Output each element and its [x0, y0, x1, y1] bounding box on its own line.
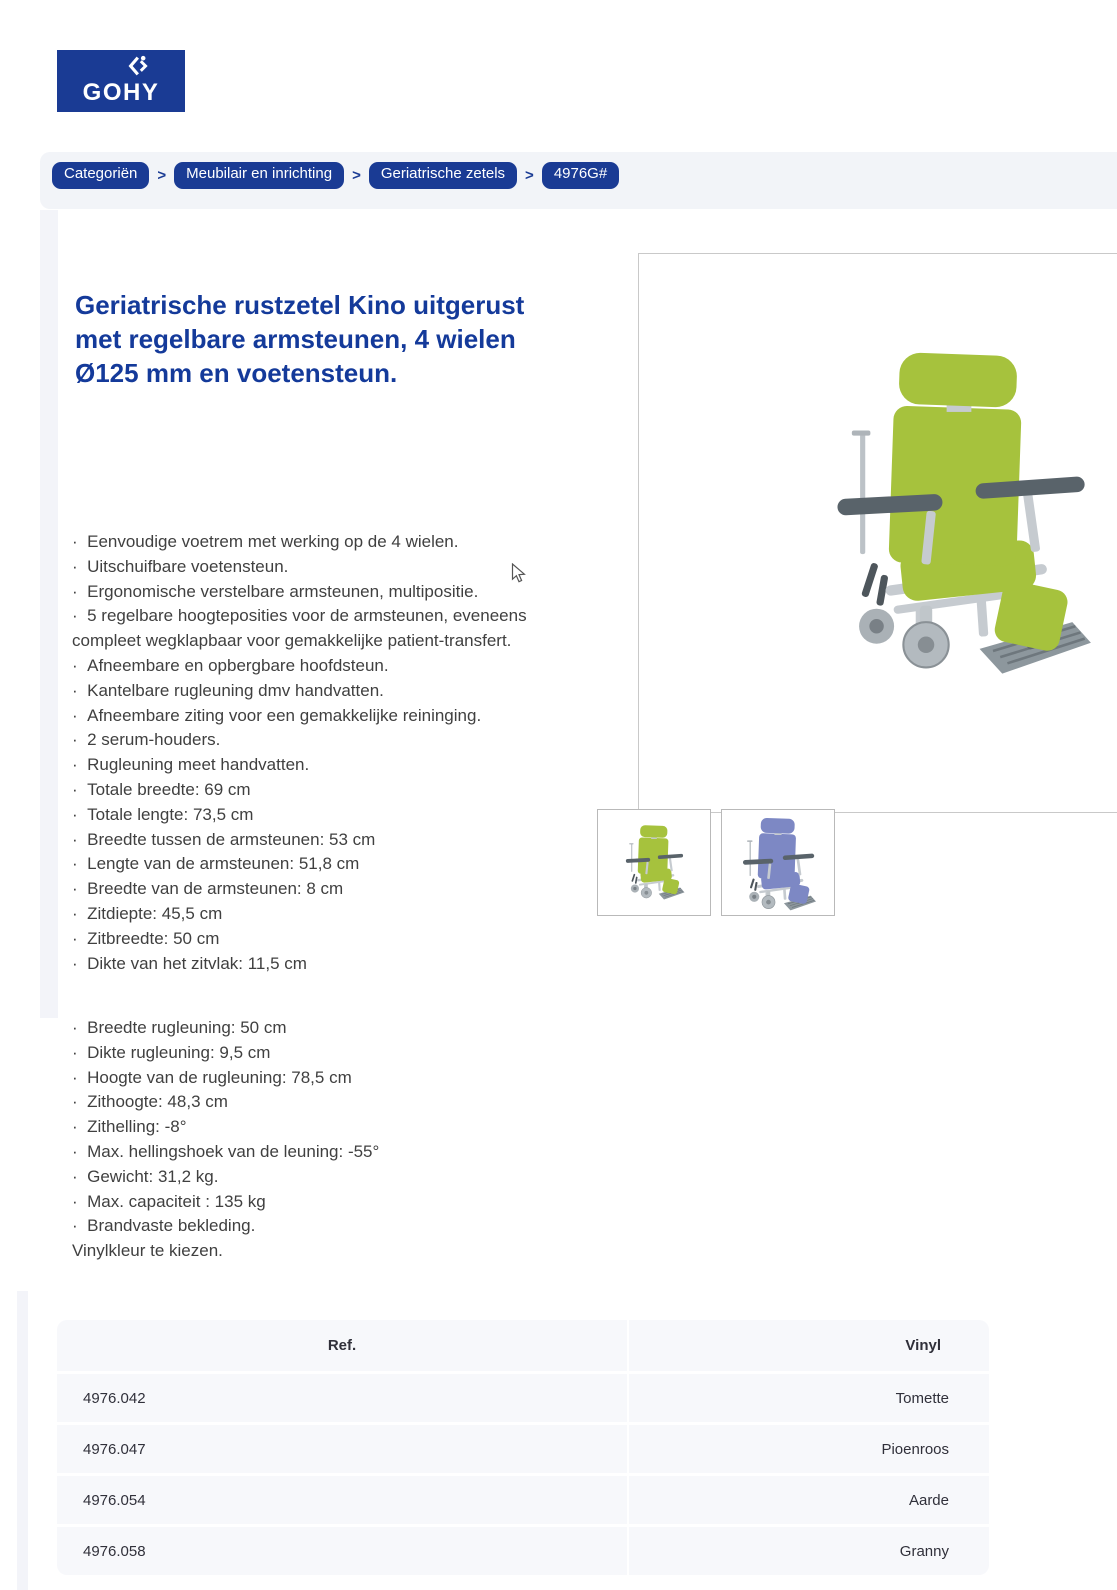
ref-cell: 4976.042	[57, 1374, 627, 1422]
breadcrumb-separator: >	[352, 167, 361, 184]
scrollbar-strip-lower[interactable]	[17, 1291, 28, 1590]
feature-item: · Lengte van de armsteunen: 51,8 cm	[72, 852, 530, 877]
feature-list-primary	[72, 530, 530, 976]
table-header-row	[57, 1320, 989, 1371]
feature-item: · Totale lengte: 73,5 cm	[72, 803, 530, 828]
breadcrumb-item	[149, 162, 344, 189]
feature-item: · Eenvoudige voetrem met werking op de 4 wielen.	[72, 530, 530, 555]
breadcrumb-separator: >	[157, 167, 167, 184]
scrollbar-strip-upper[interactable]	[40, 210, 58, 1018]
breadcrumb-separator: >	[525, 167, 534, 184]
feature-list-secondary	[72, 1016, 530, 1239]
feature-item: · Breedte van de armsteunen: 8 cm	[72, 877, 530, 902]
breadcrumb-link[interactable]: Categoriën	[52, 162, 149, 189]
feature-item: · Afneembare ziting voor een gemakkelijke reininging.	[72, 704, 530, 729]
vinyl-cell: Granny	[629, 1527, 989, 1575]
feature-item: · Hoogte van de rugleuning: 78,5 cm	[72, 1066, 530, 1091]
feature-item: · Zitbreedte: 50 cm	[72, 927, 530, 952]
feature-item: · Max. hellingshoek van de leuning: -55°	[72, 1140, 530, 1165]
ref-cell: 4976.054	[57, 1476, 627, 1524]
feature-item: · Max. capaciteit : 135 kg	[72, 1190, 530, 1215]
ref-cell: 4976.047	[57, 1425, 627, 1473]
breadcrumb-item	[52, 162, 149, 189]
chair-thumb-green-icon	[623, 823, 685, 903]
feature-item: · Kantelbare rugleuning dmv handvatten.	[72, 679, 530, 704]
table-header-ref: Ref.	[57, 1320, 627, 1371]
thumbnail-green-chair[interactable]	[597, 809, 711, 916]
feature-item: · Gewicht: 31,2 kg.	[72, 1165, 530, 1190]
vinyl-cell: Pioenroos	[629, 1425, 989, 1473]
logo-text: GOHY	[82, 79, 160, 106]
table-row	[57, 1527, 989, 1575]
feature-item: · Breedte rugleuning: 50 cm	[72, 1016, 530, 1041]
feature-item: · Dikte rugleuning: 9,5 cm	[72, 1041, 530, 1066]
table-row	[57, 1476, 989, 1524]
feature-item: · Breedte tussen de armsteunen: 53 cm	[72, 828, 530, 853]
table-body	[57, 1374, 989, 1575]
feature-item: · Totale breedte: 69 cm	[72, 778, 530, 803]
feature-item: · 2 serum-houders.	[72, 728, 530, 753]
vinyl-cell: Tomette	[629, 1374, 989, 1422]
chair-thumb-blue-icon	[738, 816, 818, 914]
breadcrumb-link[interactable]: Meubilair en inrichting	[174, 162, 344, 189]
thumbnail-blue-chair[interactable]	[721, 809, 835, 916]
mouse-cursor	[511, 563, 526, 584]
vinyl-footnote: Vinylkleur te kiezen.	[72, 1241, 223, 1260]
feature-item: · Brandvaste bekleding.	[72, 1214, 530, 1239]
feature-item: · Afneembare en opbergbare hoofdsteun.	[72, 654, 530, 679]
product-title: Geriatrische rustzetel Kino uitgerust met regelbare armsteunen, 4 wielen Ø125 mm en voetensteun.	[75, 290, 525, 388]
breadcrumb-item	[517, 162, 619, 189]
breadcrumb-item	[344, 162, 517, 189]
feature-item: · Zithoogte: 48,3 cm	[72, 1090, 530, 1115]
feature-item: · Rugleuning meet handvatten.	[72, 753, 530, 778]
breadcrumb-link[interactable]: Geriatrische zetels	[369, 162, 517, 189]
gohy-logo[interactable]	[57, 50, 185, 112]
feature-item: · 5 regelbare hoogteposities voor de armsteunen, eveneens compleet wegklapbaar voor gemakkelijke patient-transfert.	[72, 604, 530, 654]
gohy-logo-icon	[127, 54, 151, 78]
variants-table	[57, 1320, 989, 1575]
breadcrumb-link[interactable]: 4976G#	[542, 162, 619, 189]
breadcrumb	[40, 152, 1117, 209]
feature-item: · Zithelling: -8°	[72, 1115, 530, 1140]
vinyl-cell: Aarde	[629, 1476, 989, 1524]
product-image-main[interactable]	[638, 253, 1117, 813]
table-header-vinyl: Vinyl	[629, 1320, 989, 1371]
feature-item: · Dikte van het zitvlak: 11,5 cm	[72, 952, 530, 977]
feature-item: · Uitschuifbare voetensteun.	[72, 555, 530, 580]
table-row	[57, 1425, 989, 1473]
feature-item: · Ergonomische verstelbare armsteunen, multipositie.	[72, 580, 530, 605]
feature-item: · Zitdiepte: 45,5 cm	[72, 902, 530, 927]
ref-cell: 4976.058	[57, 1527, 627, 1575]
table-row	[57, 1374, 989, 1422]
chair-illustration-green	[825, 346, 1093, 686]
